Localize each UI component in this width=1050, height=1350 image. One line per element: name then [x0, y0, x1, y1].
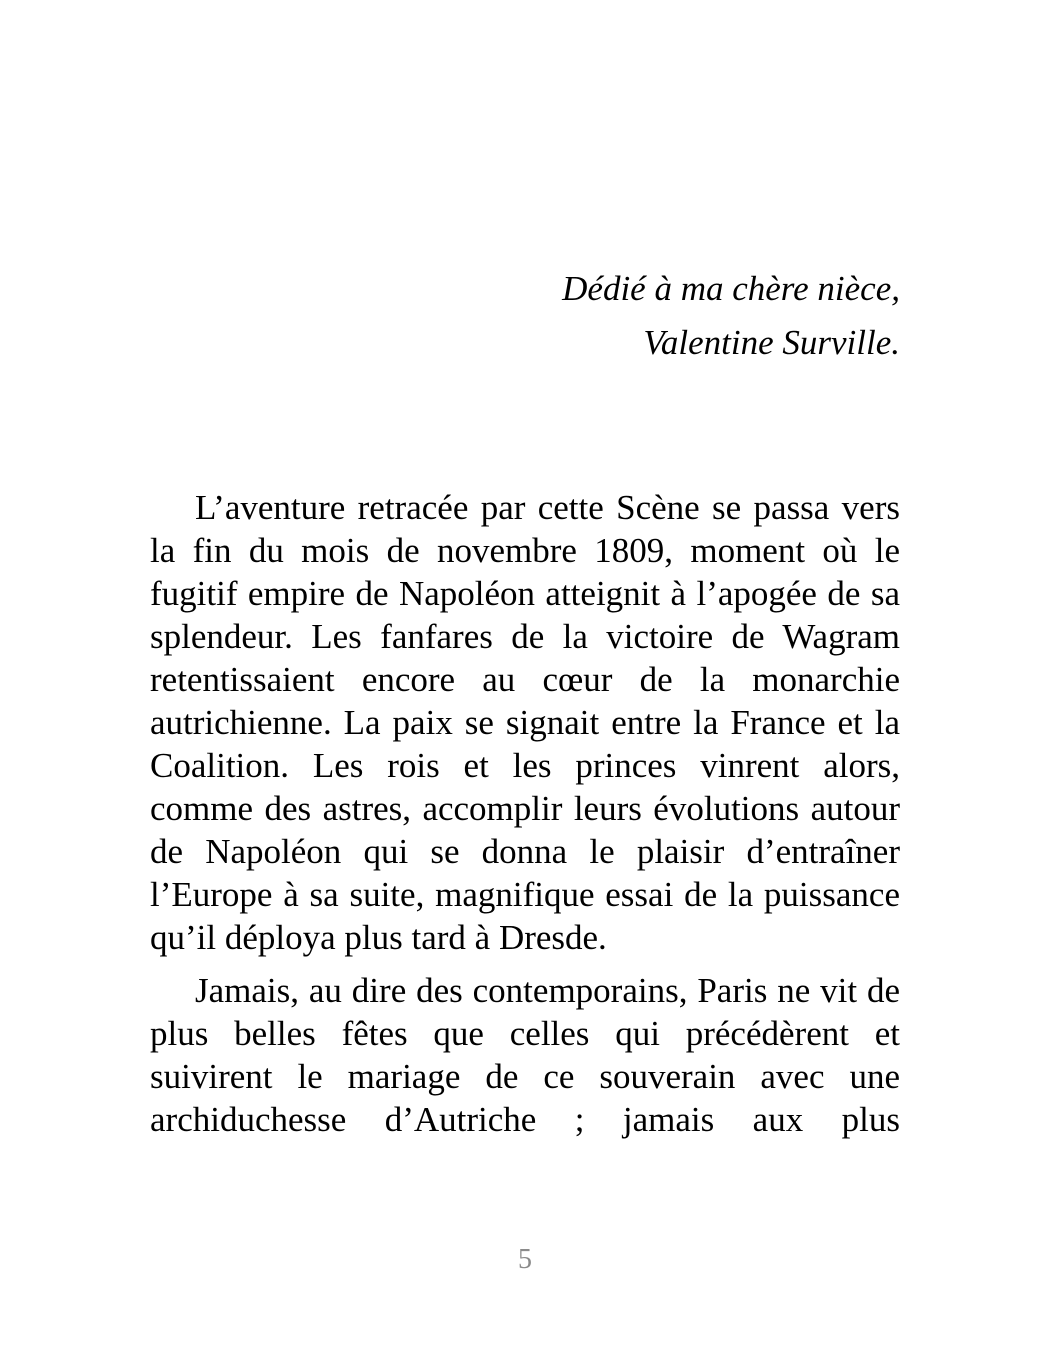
- body-text: [150, 486, 900, 1151]
- paragraph-1: L’aventure retracée par cette Scène se passa vers la fin du mois de novembre 1809, moment où le fugitif empire de Napoléon atteignit à l’apogée de sa splendeur. Les fanfares de la victoire de Wagram retentissaient encore au cœur de la monarchie autrichienne. La paix se signait entre la France et la Coalition. Les rois et les princes vinrent alors, comme des astres, accomplir leurs évolutions autour de Napoléon qui se donna le plaisir d’entraîner l’Europe à sa suite, magnifique essai de la puissance qu’il déploya plus tard à Dresde.: [150, 488, 900, 957]
- page-number: 5: [518, 1244, 532, 1275]
- paragraph-2: Jamais, au dire des contemporains, Paris ne vit de plus belles fêtes que celles qui précédèrent et suivirent le mariage de ce souverain avec une archiduchesse d’Autriche ; jamais aux plus: [150, 971, 900, 1139]
- dedication-line-2: Valentine Surville.: [643, 323, 900, 362]
- dedication-line-1: Dédié à ma chère nièce,: [562, 269, 900, 308]
- dedication: [150, 262, 900, 370]
